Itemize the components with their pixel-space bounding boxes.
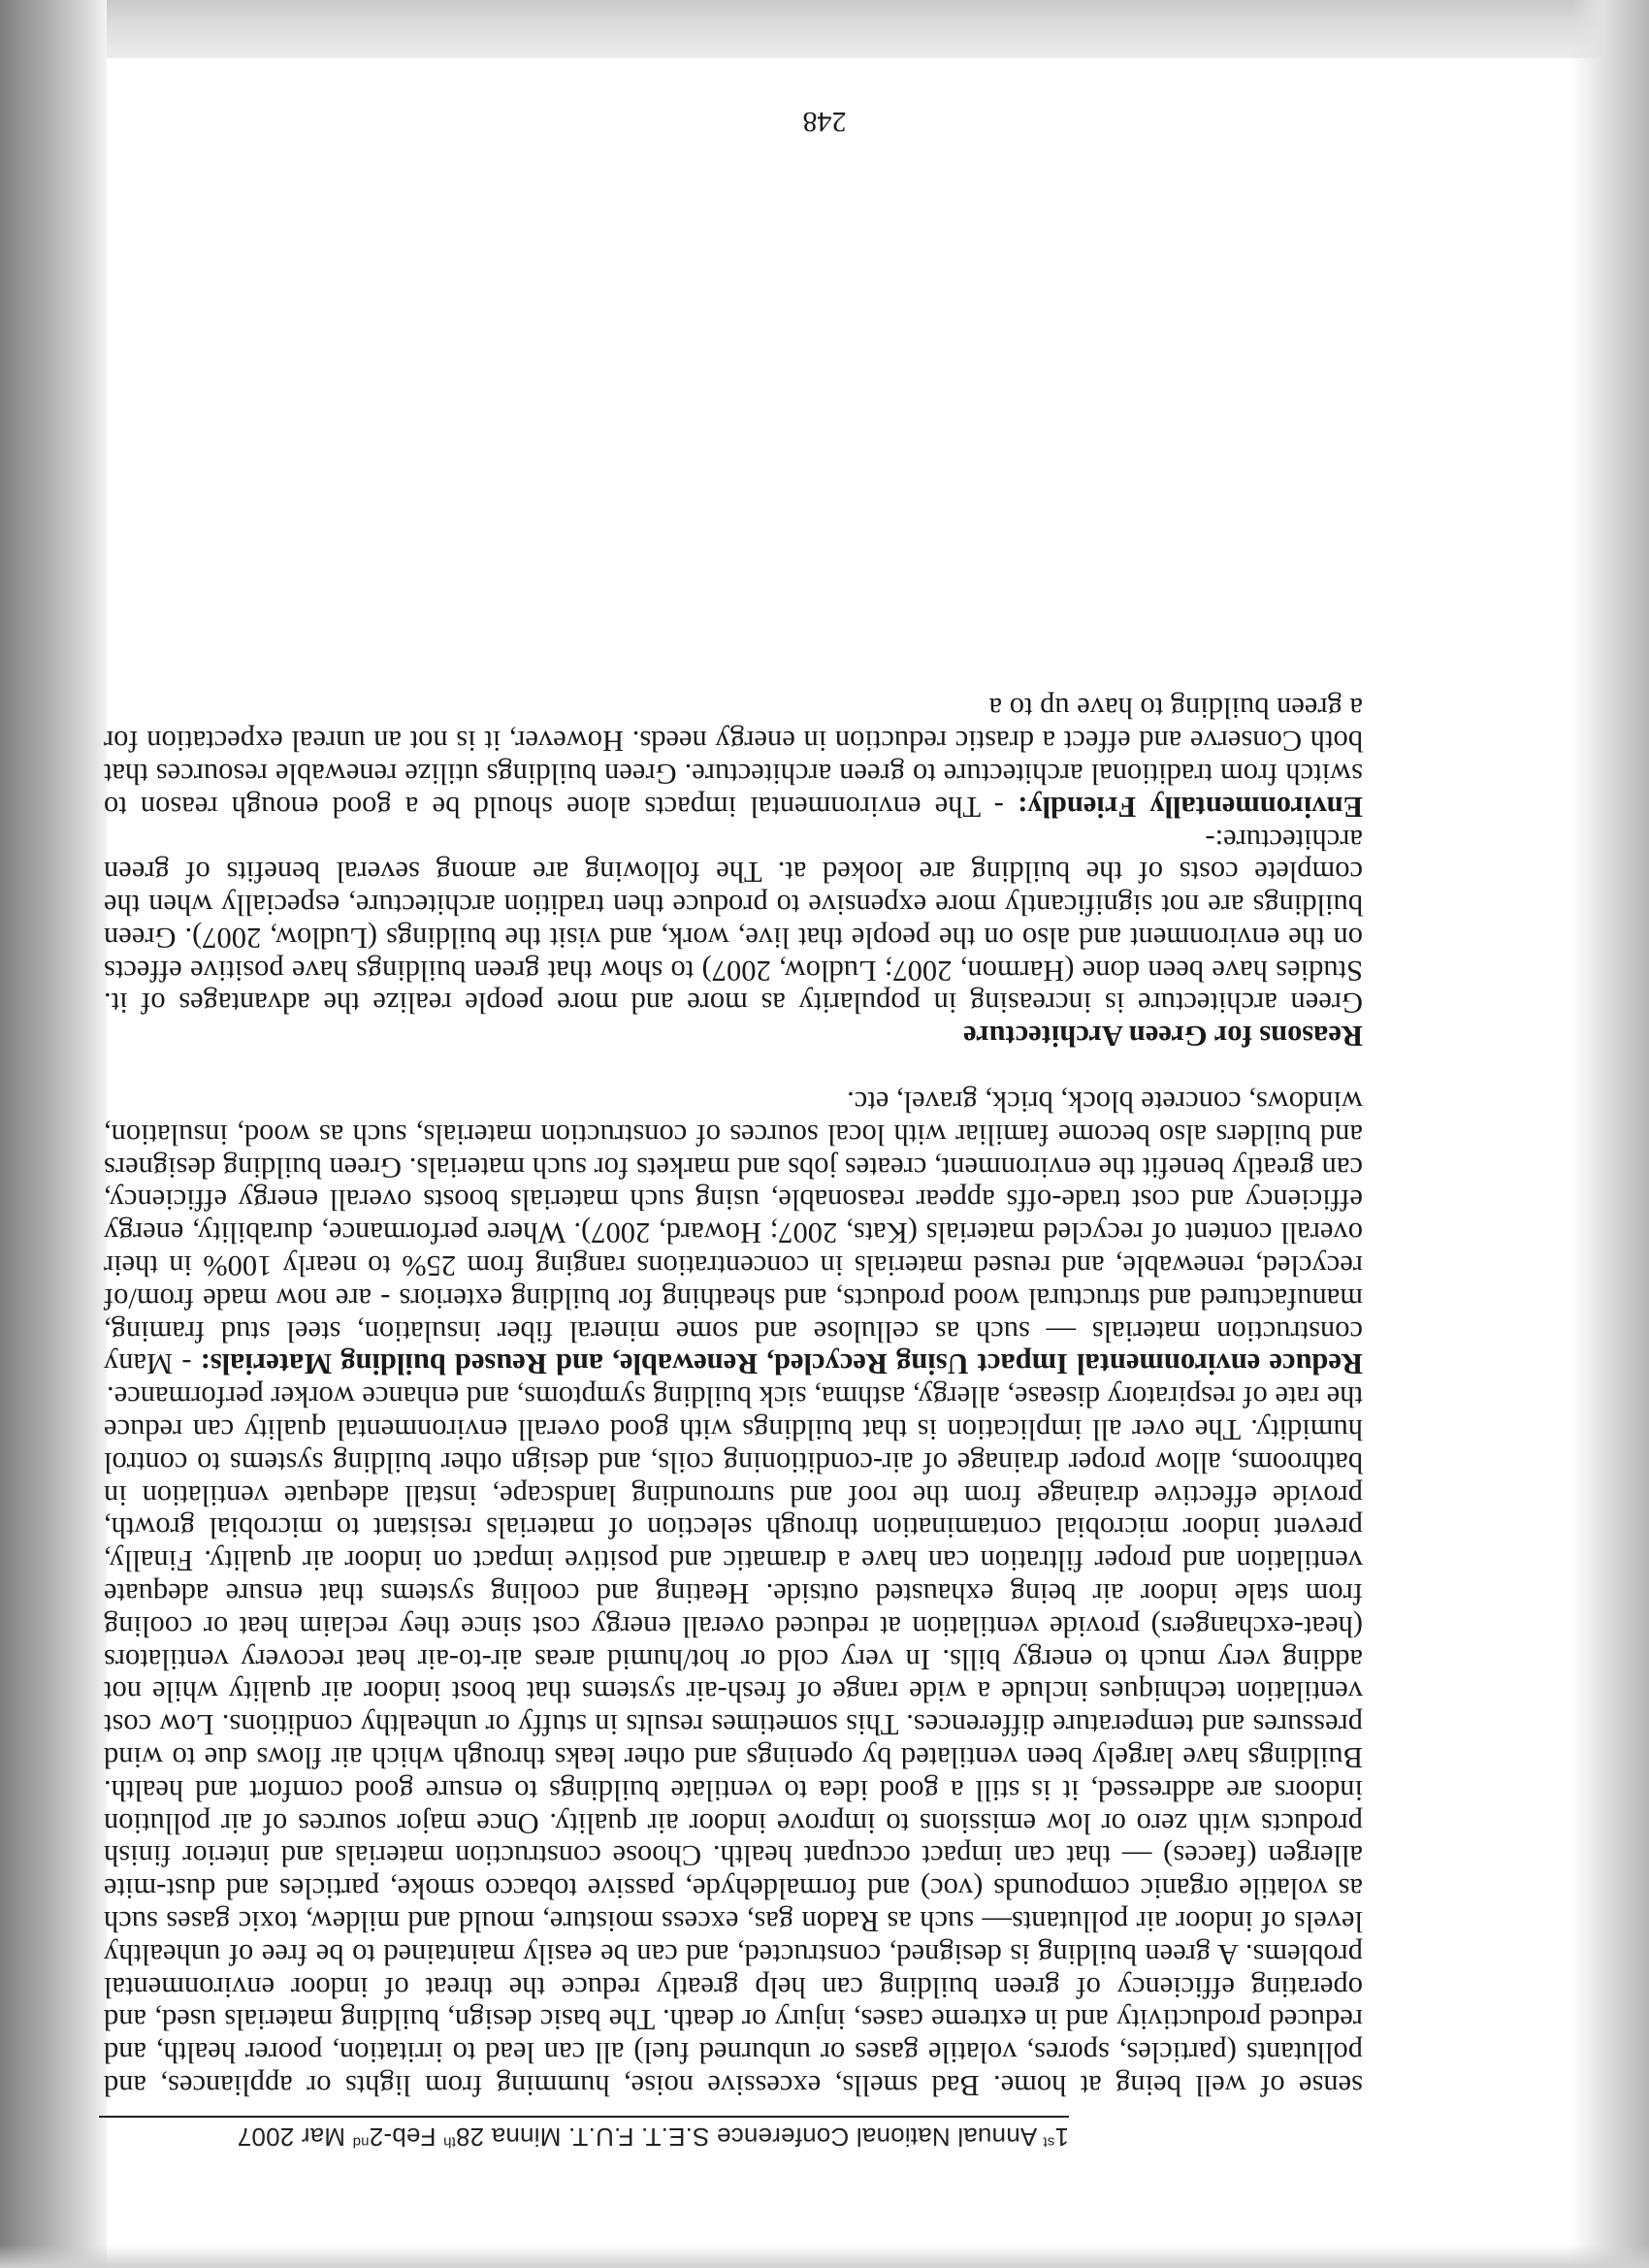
paragraph-reasons: Green architecture is increasing in popularity as more and more people realize the advantages of it. Studies have been done (Harmon, 2007; Ludlow, 2007) to show that green buildings have positive effects on the environment and also on the people that live, work, and visit the buildings (Ludlow, 2007). Green buildings are not significantly more expensive to produce then tradition architecture, especially when the complete costs of the building are looked at. The following are among several benefits of green architecture:-	[104, 823, 1363, 1021]
page-number: 248	[802, 106, 847, 138]
paragraph-environmentally-friendly: Environmentally Friendly: - The environmental impacts alone should be a good enough reason to switch from traditional architecture to green architecture. Green buildings utilize renewable resources that both Conserve and effect a drastic reduction in energy needs. However, it is not an unreal expectation for a green building to have up to a	[104, 692, 1363, 824]
article-body	[104, 692, 1363, 2101]
paragraph-recycled-materials: Reduce environmental Impact Using Recycled, Renewable, and Reused building Materials: - Many construction materials — such as cellulose and some mineral fiber insulation, steel stud framing, manufactured and structural wood products, and sheathing for building exteriors - are now made from/of recycled, renewable, and reused materials in concentrations ranging from 25% to nearly 100% in their overall content of recycled materials (Kats, 2007; Howard, 2007). Where performance, durability, energy efficiency and cost trade-offs appear reasonable, using such materials boosts overall energy efficiency, can greatly benefit the environment, creates jobs and markets for such materials. Green building designers and builders also become familiar with local sources of construction materials, such as wood, insulation, windows, concrete block, brick, gravel, etc.	[104, 1085, 1363, 1381]
section-heading-reasons: Reasons for Green Architecture	[963, 1020, 1363, 1053]
running-header: 1st Annual National Conference S.E.T. F.U.T. Minna 28th Feb-2nd Mar 2007	[99, 2116, 1069, 2152]
section-heading-reduce-impact: Reduce environmental Impact Using Recycled, Renewable, and Reused building Materials:	[200, 1347, 1363, 1381]
section-heading-environmentally-friendly: Environmentally Friendly:	[1018, 790, 1363, 824]
paragraph-indoor-air-quality: sense of well being at home. Bad smells, excessive noise, humming from lights or appliances, and pollutants (particles, spores, volatile gases or unburned fuel) all can lead to irritation, poorer health, and reduced productivity and in extreme cases, injury or death. The basic design, building materials used, and operating efficiency of green building can help greatly reduce the threat of indoor environmental problems. A green building is designed, constructed, and can be easily maintained to be free of unhealthy levels of indoor air pollutants— such as Radon gas, excess moisture, mould and mildew, toxic gases such as volatile organic compounds (voc) and formaldehyde, passive tobacco smoke, particles and dust-mite allergen (faeces) — that can impact occupant health. Choose construction materials and interior finish products with zero or low emissions to improve indoor air quality. Once major sources of air pollution indoors are addressed, it is still a good idea to ventilate buildings to ensure good comfort and health. Buildings have largely been ventilated by openings and other leaks through which air flows due to wind pressures and temperature differences. This sometimes results in stuffy or unhealthy conditions. Low cost ventilation techniques include a wide range of fresh-air systems that boost indoor air quality while not adding very much to energy bills. In very cold or hot/humid areas air-to-air heat recovery ventilators (heat-exchangers) provide ventilation at reduced overall energy cost since they reclaim heat or cooling from stale indoor air being exhausted outside. Heating and cooling systems that ensure adequate ventilation and proper filtration can have a dramatic and positive impact on indoor air quality. Finally, prevent indoor microbial contamination through selection of materials resistant to microbial growth, provide effective drainage from the roof and surrounding landscape, install adequate ventilation in bathrooms, allow proper drainage of air-conditioning coils, and design other building systems to control humidity. The over all implication is that buildings with good overall environmental quality can reduce the rate of respiratory disease, allergy, asthma, sick building symptoms, and enhance worker performance.	[104, 1380, 1363, 2102]
